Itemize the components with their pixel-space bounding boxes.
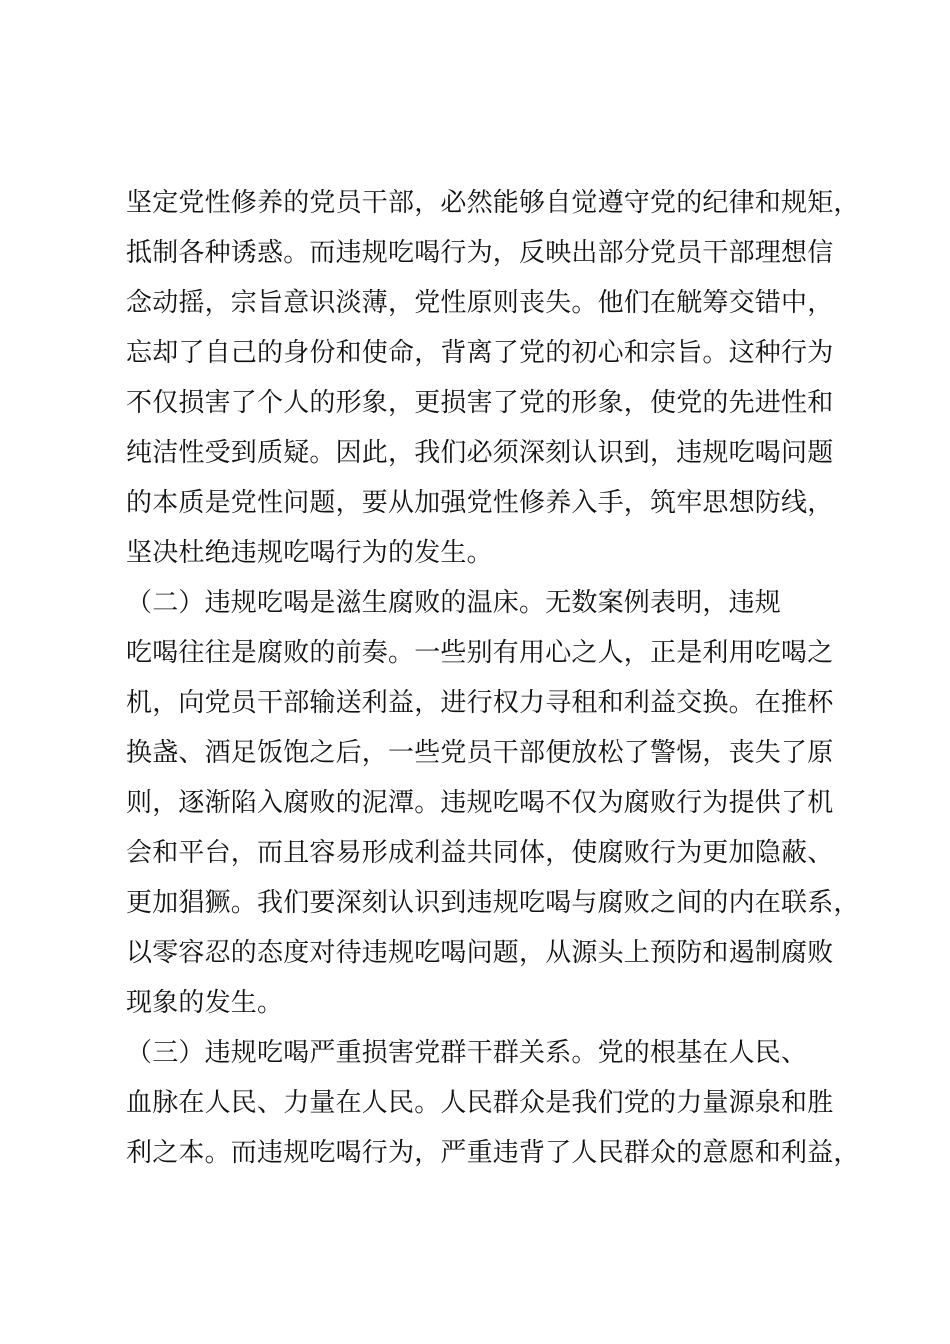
- text-line: 抵制各种诱惑。而违规吃喝行为，反映出部分党员干部理想信: [126, 238, 834, 268]
- text-line: 更加猖獗。我们要深刻认识到违规吃喝与腐败之间的内在联系，: [126, 888, 860, 918]
- text-line: 利之本。而违规吃喝行为，严重违背了人民群众的意愿和利益，: [126, 1138, 860, 1168]
- text-line: 现象的发生。: [126, 988, 284, 1018]
- text-line: 坚定党性修养的党员干部，必然能够自觉遵守党的纪律和规矩，: [126, 188, 860, 218]
- text-line: （三）违规吃喝严重损害党群干群关系。党的根基在人民、: [126, 1038, 808, 1068]
- text-line: 则，逐渐陷入腐败的泥潭。违规吃喝不仅为腐败行为提供了机: [126, 788, 834, 818]
- text-line: 的本质是党性问题，要从加强党性修养入手，筑牢思想防线，: [126, 488, 834, 518]
- text-line: 忘却了自己的身份和使命，背离了党的初心和宗旨。这种行为: [126, 338, 834, 368]
- text-line: 机，向党员干部输送利益，进行权力寻租和利益交换。在推杯: [126, 688, 834, 718]
- text-line: 坚决杜绝违规吃喝行为的发生。: [126, 538, 493, 568]
- text-line: 以零容忍的态度对待违规吃喝问题，从源头上预防和遏制腐败: [126, 938, 834, 968]
- text-line: 血脉在人民、力量在人民。人民群众是我们党的力量源泉和胜: [126, 1088, 834, 1118]
- text-line: 纯洁性受到质疑。因此，我们必须深刻认识到，违规吃喝问题: [126, 438, 834, 468]
- text-line: 吃喝往往是腐败的前奏。一些别有用心之人，正是利用吃喝之: [126, 638, 834, 668]
- text-line: （二）违规吃喝是滋生腐败的温床。无数案例表明，违规: [126, 588, 782, 618]
- text-line: 念动摇，宗旨意识淡薄，党性原则丧失。他们在觥筹交错中，: [126, 288, 834, 318]
- text-line: 换盏、酒足饭饱之后，一些党员干部便放松了警惕，丧失了原: [126, 738, 834, 768]
- text-line: 会和平台，而且容易形成利益共同体，使腐败行为更加隐蔽、: [126, 838, 834, 868]
- text-line: 不仅损害了个人的形象，更损害了党的形象，使党的先进性和: [126, 388, 834, 418]
